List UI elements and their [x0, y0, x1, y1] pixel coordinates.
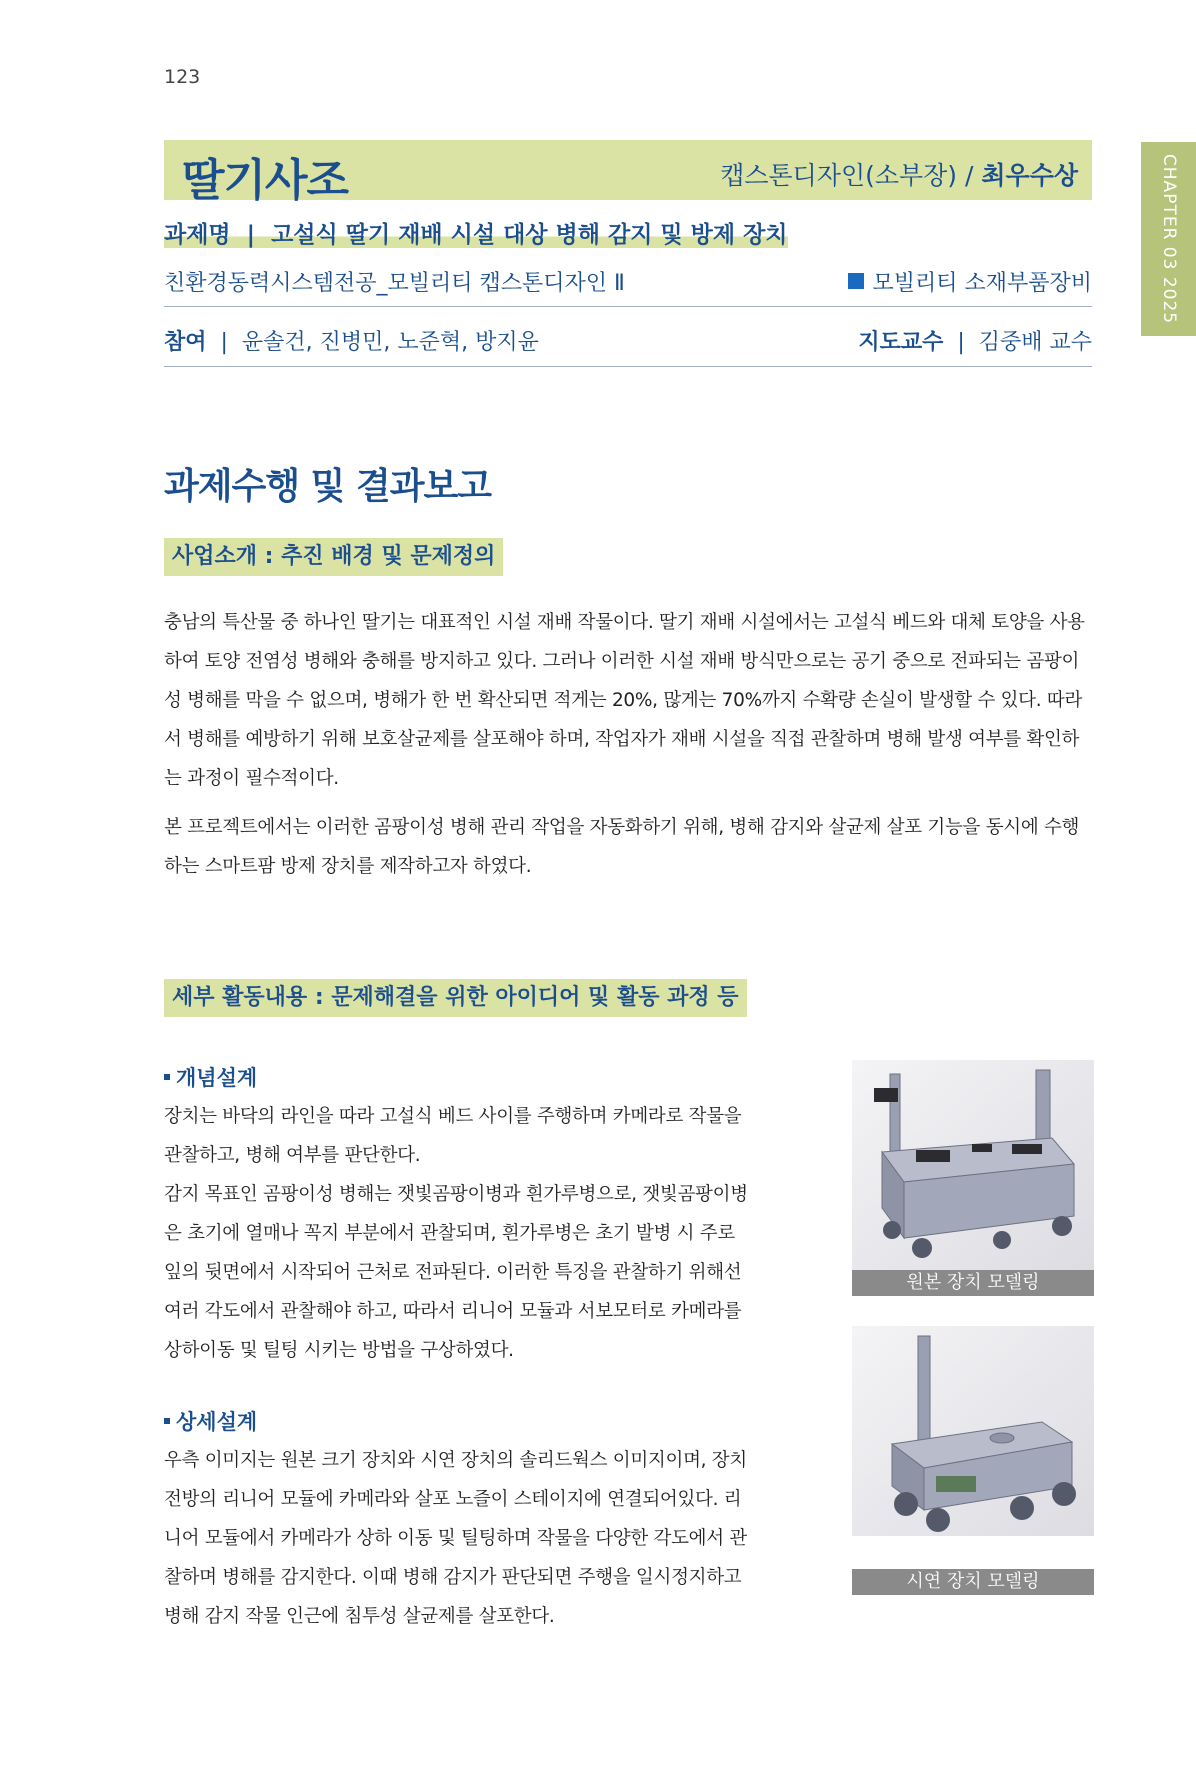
- concept-heading-text: 개념설계: [176, 1066, 258, 1090]
- bullet-icon: [164, 1418, 170, 1424]
- detail-heading: 세부 활동내용 : 문제해결을 위한 아이디어 및 활동 과정 등: [164, 979, 747, 1017]
- divider: [164, 306, 1092, 307]
- topic-text: 고설식 딸기 재배 시설 대상 병해 감지 및 방제 장치: [271, 222, 788, 248]
- topic-label: 과제명: [164, 222, 231, 248]
- demo-device-caption: 시연 장치 모델링: [852, 1569, 1094, 1595]
- design-heading: [164, 1406, 257, 1436]
- advisor-label: 지도교수: [858, 330, 944, 355]
- page-number: 123: [164, 66, 201, 88]
- divider: [164, 366, 1092, 367]
- concept-paragraph-2: 감지 목표인 곰팡이성 병해는 잿빛곰팡이병과 흰가루병으로, 잿빛곰팡이병은 초기에 열매나 꼭지 부분에서 관찰되며, 흰가루병은 초기 발병 시 주로 잎의 뒷면에서 시작되어 근처로 전파된다. 이러한 특징을 관찰하기 위해선 여러 각도에서 관찰해야 하고, 따라서 리니어 모듈과 서보모터로 카메라를 상하이동 및 틸팅 시키는 방법을 구상하였다.: [164, 1184, 748, 1361]
- section-title: 과제수행 및 결과보고: [164, 466, 492, 507]
- department: 친환경동력시스템전공_모빌리티 캡스톤디자인 Ⅱ: [164, 271, 625, 296]
- original-device-caption: 원본 장치 모델링: [852, 1270, 1094, 1296]
- design-paragraph: 우측 이미지는 원본 크기 장치와 시연 장치의 솔리드웍스 이미지이며, 장치 전방의 리니어 모듈에 카메라와 살포 노즐이 스테이지에 연결되어있다. 리니어 모듈에서 카메라가 상하 이동 및 틸팅하며 작물을 다양한 각도에서 관찰하며 병해를 감지한다. 이때 병해 감지가 판단되면 주행을 일시정지하고 병해 감지 작물 인근에 침투성 살균제를 살포한다.: [164, 1450, 747, 1627]
- advisor-name: 김중배 교수: [978, 330, 1092, 355]
- square-bullet-icon: [848, 273, 864, 289]
- topic-highlight: [164, 222, 788, 248]
- topic-separator: |: [230, 222, 272, 248]
- chapter-side-tab: [1141, 142, 1196, 336]
- participants-names: 윤솔건, 진병민, 노준혁, 방지윤: [241, 330, 539, 355]
- field-category: [848, 266, 1092, 297]
- project-topic: [164, 216, 788, 249]
- team-title: 딸기사조: [182, 155, 349, 206]
- original-device-image: [852, 1060, 1094, 1270]
- concept-heading: [164, 1062, 257, 1092]
- advisor-separator: |: [943, 330, 979, 355]
- concept-paragraph-1: 장치는 바닥의 라인을 따라 고설식 베드 사이를 주행하며 카메라로 작물을 관찰하고, 병해 여부를 판단한다.: [164, 1106, 742, 1166]
- intro-heading: 사업소개 : 추진 배경 및 문제정의: [164, 538, 503, 576]
- participants-separator: |: [206, 330, 242, 355]
- title-bar: [164, 140, 1092, 206]
- intro-paragraph-2: 본 프로젝트에서는 이러한 곰팡이성 병해 관리 작업을 자동화하기 위해, 병해 감지와 살균제 살포 기능을 동시에 수행하는 스마트팜 방제 장치를 제작하고자 하였다.: [164, 817, 1080, 877]
- award-prefix: 캡스톤디자인(소부장) /: [720, 161, 982, 190]
- field-text: 모빌리티 소재부품장비: [872, 271, 1092, 296]
- advisor: [858, 325, 1092, 356]
- participants: [164, 325, 539, 356]
- design-heading-text: 상세설계: [176, 1410, 258, 1434]
- demo-device-image: [852, 1326, 1094, 1536]
- bullet-icon: [164, 1074, 170, 1080]
- participants-label: 참여: [164, 330, 207, 355]
- chapter-tab-label: CHAPTER 03 2025: [1158, 153, 1179, 325]
- award-grade: 최우수상: [981, 161, 1078, 190]
- award-label: [720, 156, 1078, 192]
- intro-paragraph-1: 충남의 특산물 중 하나인 딸기는 대표적인 시설 재배 작물이다. 딸기 재배 시설에서는 고설식 베드와 대체 토양을 사용하여 토양 전염성 병해와 충해를 방지하고 있다. 그러나 이러한 시설 재배 방식만으로는 공기 중으로 전파되는 곰팡이성 병해를 막을 수 없으며, 병해가 한 번 확산되면 적게는 20%, 많게는 70%까지 수확량 손실이 발생할 수 있다. 따라서 병해를 예방하기 위해 보호살균제를 살포해야 하며, 작업자가 재배 시설을 직접 관찰하며 병해 발생 여부를 확인하는 과정이 필수적이다.: [164, 612, 1085, 789]
